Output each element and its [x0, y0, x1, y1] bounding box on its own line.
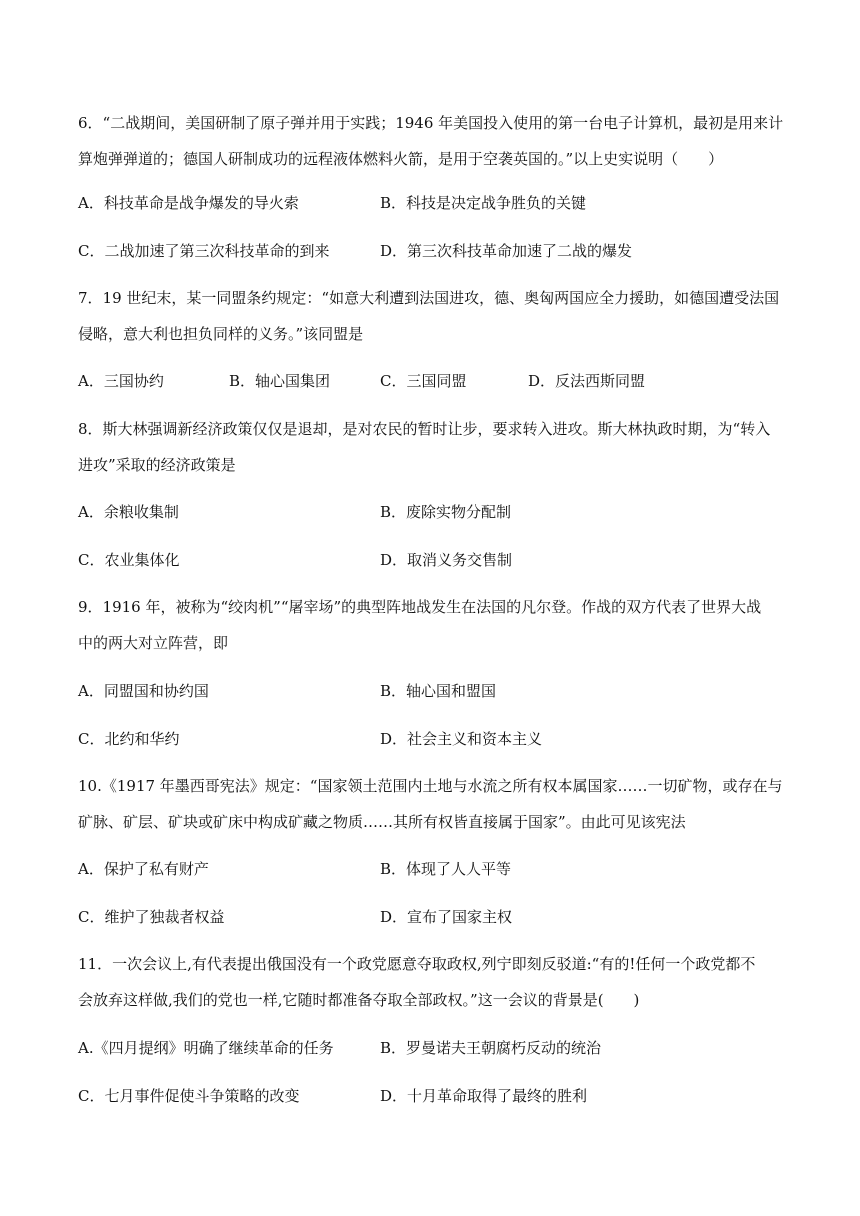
question-9-option-c: C．北约和华约 [78, 730, 180, 748]
question-10-stem-line-2: 矿脉、矿层、矿块或矿床中构成矿藏之物质……其所有权皆直接属于国家”。由此可见该宪法 [78, 813, 686, 831]
question-9-option-a: A．同盟国和协约国 [78, 682, 209, 700]
question-7-stem-line-1: 7．19 世纪末，某一同盟条约规定：“如意大利遭到法国进攻，德、奥匈两国应全力援助，如德国遭受法国 [78, 289, 780, 307]
question-8-option-c: C．农业集体化 [78, 551, 180, 569]
question-11-stem-line-2: 会放弃这样做,我们的党也一样,它随时都准备夺取全部政权。”这一会议的背景是( ) [78, 991, 640, 1009]
question-9-stem-line-2: 中的两大对立阵营，即 [78, 634, 229, 652]
question-8-option-b: B．废除实物分配制 [380, 503, 512, 521]
question-7-option-b: B．轴心国集团 [229, 372, 331, 390]
question-9-stem-line-1: 9．1916 年，被称为“绞肉机”“屠宰场”的典型阵地战发生在法国的凡尔登。作战的双方代表了世界大战 [78, 598, 762, 616]
question-11-option-a: A.《四月提纲》明确了继续革命的任务 [78, 1039, 334, 1057]
question-11-option-b: B．罗曼诺夫王朝腐朽反动的统治 [380, 1039, 602, 1057]
question-6-option-b: B．科技是决定战争胜负的关键 [380, 194, 587, 212]
question-11-option-d: D．十月革命取得了最终的胜利 [380, 1087, 588, 1105]
question-7-option-a: A．三国协约 [78, 372, 164, 390]
question-8-stem-line-2: 进攻”采取的经济政策是 [78, 456, 236, 474]
question-9-option-b: B．轴心国和盟国 [380, 682, 497, 700]
question-6-stem-line-1: 6．“二战期间，美国研制了原子弹并用于实践；1946 年美国投入使用的第一台电子计算机，最初是用来计 [78, 114, 784, 132]
question-7-stem-line-2: 侵略，意大利也担负同样的义务。”该同盟是 [78, 325, 364, 343]
question-10-option-c: C．维护了独裁者权益 [78, 908, 225, 926]
question-11-option-c: C．七月事件促使斗争策略的改变 [78, 1087, 300, 1105]
question-8-option-d: D．取消义务交售制 [380, 551, 513, 569]
question-10-option-d: D．宣布了国家主权 [380, 908, 513, 926]
question-10-option-a: A．保护了私有财产 [78, 860, 209, 878]
question-11-stem-line-1: 11．一次会议上,有代表提出俄国没有一个政党愿意夺取政权,列宁即刻反驳道:“有的!任何一个政党都不 [78, 955, 756, 973]
question-7-option-d: D．反法西斯同盟 [528, 372, 646, 390]
question-6-option-d: D．第三次科技革命加速了二战的爆发 [380, 242, 633, 260]
question-7-option-c: C．三国同盟 [380, 372, 467, 390]
question-8-option-a: A．余粮收集制 [78, 503, 179, 521]
question-6-option-c: C．二战加速了第三次科技革命的到来 [78, 242, 330, 260]
question-10-stem-line-1: 10.《1917 年墨西哥宪法》规定：“国家领土范围内土地与水流之所有权本属国家……一切矿物，或存在与 [78, 777, 783, 795]
question-9-option-d: D．社会主义和资本主义 [380, 730, 543, 748]
question-6-option-a: A．科技革命是战争爆发的导火索 [78, 194, 299, 212]
question-6-stem-line-2: 算炮弹弹道的；德国人研制成功的远程液体燃料火箭，是用于空袭英国的。”以上史实说明（ ） [78, 150, 724, 168]
question-8-stem-line-1: 8．斯大林强调新经济政策仅仅是退却，是对农民的暂时让步，要求转入进攻。斯大林执政时期，为“转入 [78, 420, 771, 438]
question-10-option-b: B．体现了人人平等 [380, 860, 512, 878]
